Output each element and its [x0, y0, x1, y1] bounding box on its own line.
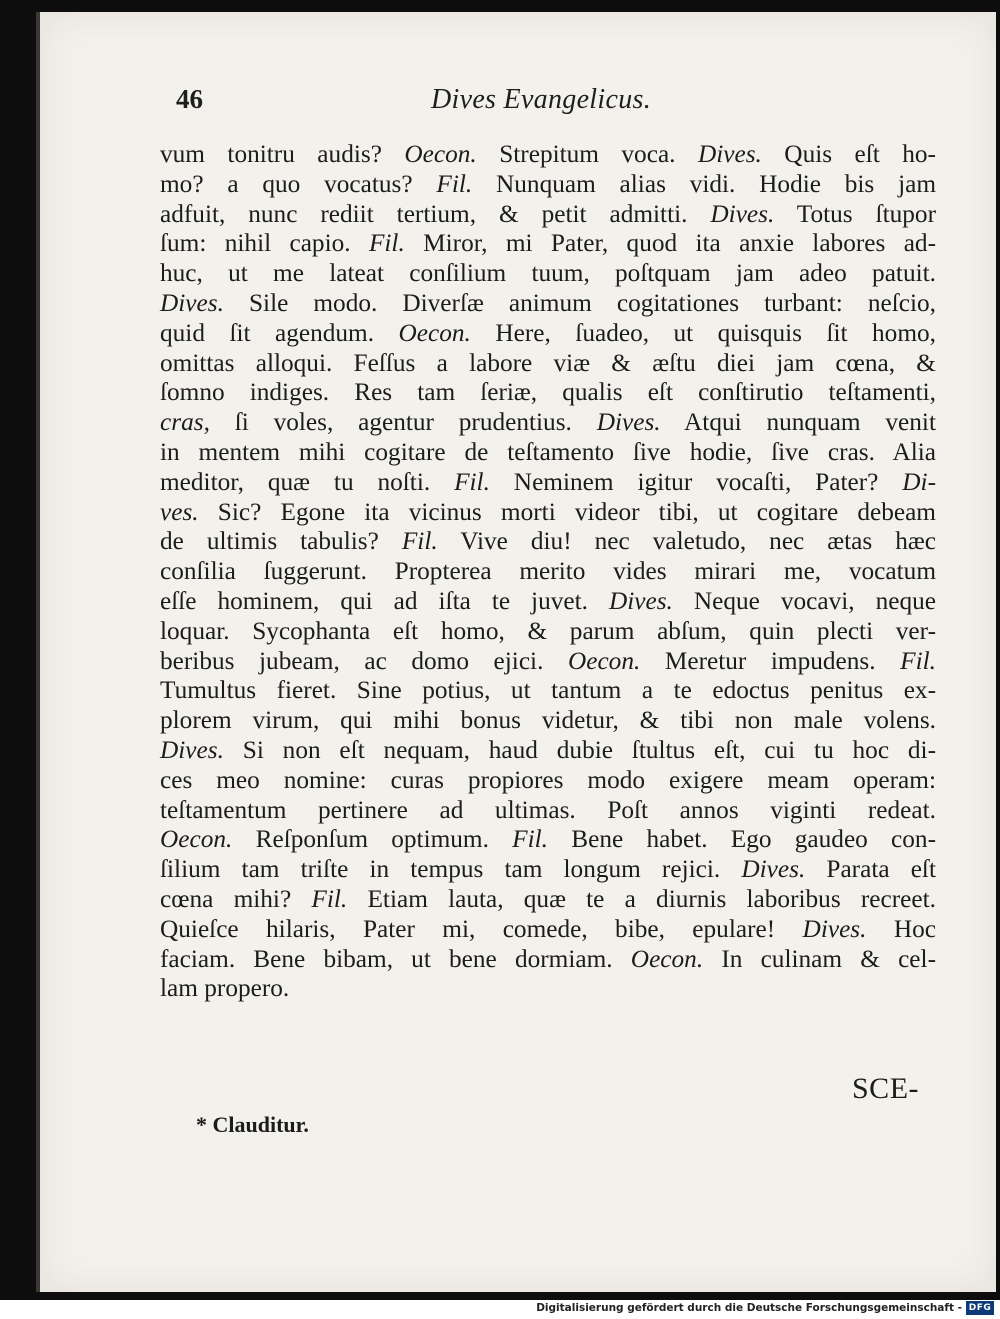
speaker-name: Dives. — [160, 288, 224, 317]
text-line — [160, 825, 936, 855]
text-segment: Miror, mi Pater, quod ita anxie labores ad- — [404, 229, 936, 258]
text-segment: quid ſit agendum. — [160, 318, 399, 347]
text-line — [160, 706, 936, 736]
text-line — [160, 557, 936, 587]
text-line — [160, 349, 936, 379]
speaker-name: Fil. — [900, 646, 936, 675]
text-line — [160, 736, 936, 766]
text-segment: Si non eſt nequam, haud dubie ſtultus eſt, cui tu hoc di- — [223, 735, 936, 764]
text-segment: de ultimis tabulis? — [160, 527, 402, 556]
speaker-name: Fil. — [454, 467, 490, 496]
text-line — [160, 200, 936, 230]
text-segment: cœna mihi? — [160, 884, 312, 913]
text-segment: Here, ſuadeo, ut quisquis ſit homo, — [470, 318, 936, 347]
text-segment: loquar. Sycophanta eſt homo, & parum abſum, quin plecti ver- — [160, 616, 936, 645]
running-head: Dives Evangelicus. — [431, 84, 651, 115]
text-line — [160, 289, 936, 319]
catchword: SCE- — [852, 1072, 920, 1105]
text-line — [160, 945, 936, 975]
text-segment: Neminem igitur vocaſti, Pater? — [489, 467, 903, 496]
speaker-name: Fil. — [401, 527, 438, 556]
text-segment: ſomno indiges. Res tam ſeriæ, qualis eſt conſtirutio teſtamenti, — [160, 378, 936, 407]
text-line — [160, 855, 936, 885]
text-segment: ces meo nomine: curas propiores modo exigere meam operam: — [160, 765, 936, 794]
text-segment: in mentem mihi cogitare de teſtamento ſive hodie, ſive cras. Alia — [160, 437, 936, 466]
text-line — [160, 259, 936, 289]
speaker-name: cras, — [160, 408, 210, 437]
text-segment: Strepitum voca. — [476, 140, 698, 168]
speaker-name: Dives. — [802, 914, 867, 943]
text-line — [160, 527, 936, 557]
text-line — [160, 915, 936, 945]
text-line — [160, 498, 936, 528]
speaker-name: Di- — [902, 467, 936, 496]
text-segment: Sic? Egone ita vicinus morti videor tibi, ut cogitare debeam — [198, 497, 936, 526]
text-line — [160, 587, 936, 617]
text-line — [160, 796, 936, 826]
speaker-name: Dives. — [710, 199, 775, 228]
page-header — [176, 84, 936, 124]
text-segment: meditor, quæ tu noſti. — [160, 467, 455, 496]
speaker-name: Dives. — [596, 408, 661, 437]
speaker-name: Dives. — [697, 140, 762, 168]
footer-credit: Digitalisierung gefördert durch die Deutsche Forschungsgemeinschaft - — [536, 1302, 962, 1314]
speaker-name: Fil. — [512, 825, 549, 854]
text-segment: Etiam lauta, quæ te a diurnis laboribus recreet. — [347, 884, 936, 913]
speaker-name: Oecon. — [398, 318, 471, 347]
text-segment: Reſponſum optimum. — [232, 825, 513, 854]
text-segment: ſilium tam triſte in tempus tam longum rejici. — [160, 855, 742, 884]
page-number: 46 — [176, 84, 203, 114]
text-line — [160, 140, 936, 170]
text-segment: vum tonitru audis? — [160, 140, 405, 168]
dfg-logo-icon: DFG — [966, 1301, 994, 1315]
speaker-name: Fil. — [368, 229, 405, 258]
text-line — [160, 468, 936, 498]
text-segment: Neque vocavi, neque — [672, 586, 936, 615]
text-segment: lam propero. — [160, 974, 290, 1003]
text-segment: Nunquam alias vidi. Hodie bis jam — [472, 169, 936, 198]
speaker-name: Oecon. — [567, 646, 641, 675]
text-line — [160, 438, 936, 468]
text-line — [160, 378, 936, 408]
text-line — [160, 408, 936, 438]
text-line — [160, 647, 936, 677]
text-line — [160, 617, 936, 647]
text-line — [160, 170, 936, 200]
text-line — [160, 885, 936, 915]
text-segment: Meretur impudens. — [640, 646, 901, 675]
text-segment: eſſe hominem, qui ad iſta te juvet. — [160, 586, 609, 615]
text-segment: In culinam & cel- — [703, 944, 936, 973]
text-segment: conſilia ſuggerunt. Propterea merito vides mirari me, vocatum — [160, 557, 936, 586]
text-segment: Quieſce hilaris, Pater mi, comede, bibe, epulare! — [160, 914, 803, 943]
speaker-name: Dives. — [160, 735, 224, 764]
text-segment: Bene habet. Ego gaudeo con- — [548, 825, 936, 854]
text-segment: beribus jubeam, ac domo ejici. — [160, 646, 568, 675]
footnote: * Clauditur. — [196, 1112, 309, 1137]
text-segment: ſi voles, agentur prudentius. — [209, 408, 597, 437]
text-line — [160, 676, 936, 706]
text-segment: Hoc — [866, 914, 936, 943]
text-segment: teſtamentum pertinere ad ultimas. Poſt annos viginti redeat. — [160, 795, 936, 824]
body-text — [160, 140, 936, 1004]
text-segment: Vive diu! nec valetudo, nec ætas hæc — [437, 527, 936, 556]
text-segment: Tumultus fieret. Sine potius, ut tantum a te edoctus penitus ex- — [160, 676, 936, 705]
speaker-name: Fil. — [311, 884, 348, 913]
text-segment: mo? a quo vocatus? — [160, 169, 437, 198]
text-line — [160, 229, 936, 259]
speaker-name: Oecon. — [630, 944, 704, 973]
speaker-name: ves. — [160, 497, 199, 526]
text-segment: huc, ut me lateat conſilium tuum, poſtquam jam adeo patuit. — [160, 259, 936, 288]
text-line — [160, 319, 936, 349]
text-line — [160, 766, 936, 796]
text-segment: plorem virum, qui mihi bonus videtur, & tibi non male volens. — [160, 706, 936, 735]
footer-bar — [0, 1300, 1000, 1319]
text-segment: omittas alloqui. Feſſus a labore viæ & æſtu diei jam cœna, & — [160, 348, 936, 377]
text-segment: Totus ſtupor — [774, 199, 936, 228]
speaker-name: Oecon. — [160, 825, 233, 854]
speaker-name: Oecon. — [404, 140, 477, 168]
text-segment: faciam. Bene bibam, ut bene dormiam. — [160, 944, 631, 973]
text-segment: adfuit, nunc rediit tertium, & petit admitti. — [160, 199, 711, 228]
text-segment: Sile modo. Diverſæ animum cogitationes turbant: neſcio, — [223, 288, 936, 317]
speaker-name: Dives. — [741, 855, 806, 884]
text-segment: Quis eſt ho- — [761, 140, 936, 168]
text-segment: ſum: nihil capio. — [160, 229, 369, 258]
speaker-name: Fil. — [436, 169, 473, 198]
text-segment: Atqui nunquam venit — [660, 408, 936, 437]
speaker-name: Dives. — [608, 586, 673, 615]
text-line — [160, 974, 936, 1004]
text-segment: Parata eſt — [805, 855, 936, 884]
